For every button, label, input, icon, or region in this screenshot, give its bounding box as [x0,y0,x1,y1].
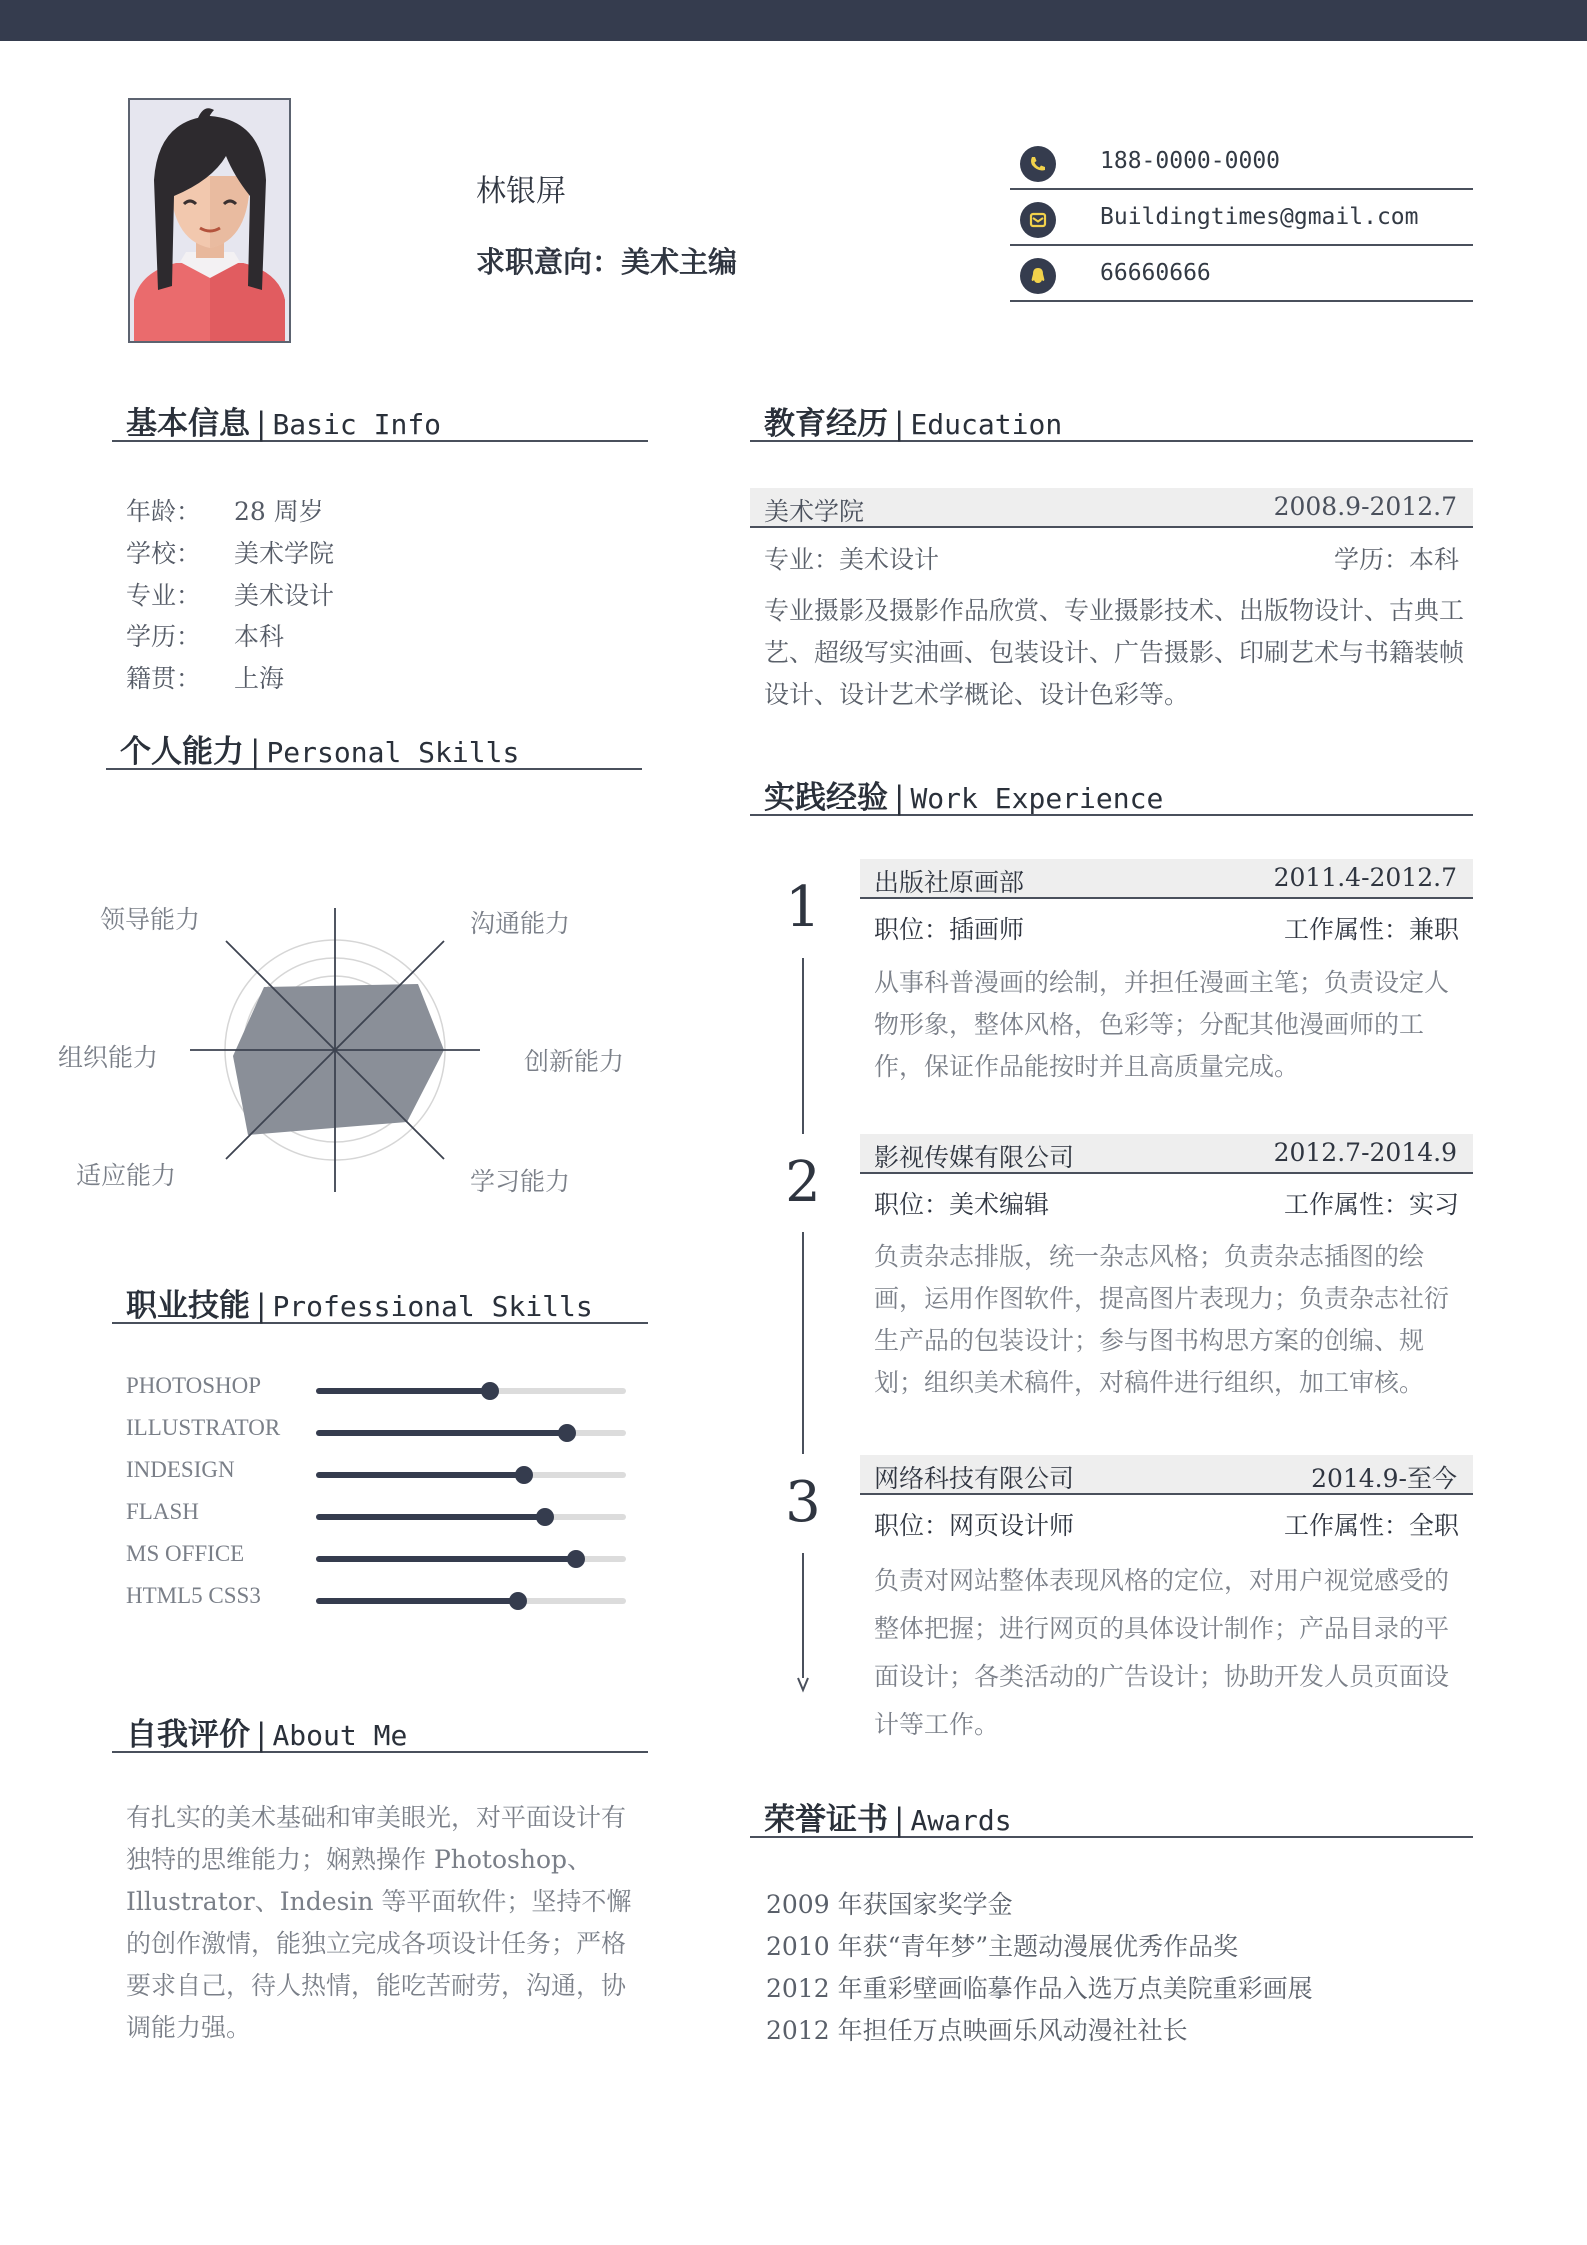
skill-name: INDESIGN [126,1457,235,1482]
education-title: 教育经历 | Education [750,398,1473,442]
job-company: 出版社原画部 [874,868,1025,897]
timeline-number-1: 1 [785,875,821,940]
skill-name: PHOTOSHOP [126,1373,262,1398]
job-1-header [860,859,1473,899]
job-role: 职位：插画师 [874,915,1025,944]
job-2-meta [874,1185,1459,1225]
skill-level-track [316,1388,626,1394]
job-3-description: 负责对网站整体表现风格的定位，对用户视觉感受的整体把握；进行网页的具体设计制作；产品目录的平面设计；各类活动的广告设计；协助开发人员页面设计等工作。 [874,1566,1450,1739]
education-school-bar [750,488,1473,528]
skill-row [126,1457,626,1499]
skill-level-fill [316,1430,567,1436]
skill-name: HTML5 CSS3 [126,1583,261,1608]
candidate-name: 林银屏 [476,174,566,209]
award-item: 2009 年获国家奖学金 [766,1890,1013,1919]
job-period: 2014.9-至今 [1311,1464,1457,1493]
job-period: 2012.7-2014.9 [1273,1138,1457,1167]
education-major-row [764,540,1459,580]
job-company: 网络科技有限公司 [874,1464,1075,1493]
email-address: Buildingtimes@gmail.com [1100,204,1419,230]
info-row-school: 学校： 美术学院 [126,539,335,568]
skill-level-knob [481,1382,499,1400]
job-type: 工作属性：实习 [1283,1190,1459,1219]
personal-skills-radar [180,890,490,1200]
avatar [128,98,291,343]
timeline-number-2: 2 [785,1150,821,1215]
radar-label-communication: 沟通能力 [470,909,571,938]
job-type: 工作属性：全职 [1283,1511,1459,1540]
job-role: 职位：美术编辑 [874,1190,1050,1219]
job-1-description: 从事科普漫画的绘制，并担任漫画主笔；负责设定人物形象，整体风格，色彩等；分配其他漫画师的工作，保证作品能按时并且高质量完成。 [874,968,1450,1081]
qq-icon [1020,258,1056,294]
timeline-arrow-icon [795,1674,811,1694]
awards-title: 荣誉证书 | Awards [750,1794,1473,1838]
skill-name: MS OFFICE [126,1541,245,1566]
skill-row [126,1373,626,1415]
about-me-text: 有扎实的美术基础和审美眼光，对平面设计有独特的思维能力；娴熟操作 Photoshop、Illustrator、Indesin 等平面软件；坚持不懈的创作激情，能独立完成各项设计任务；严格要求自己，待人热情，能吃苦耐劳，沟通，协调能力强。 [126,1803,632,2042]
phone-number: 188-0000-0000 [1100,148,1281,174]
skill-level-track [316,1556,626,1562]
skill-row [126,1583,626,1625]
skill-level-fill [316,1472,524,1478]
contact-email [1010,190,1473,246]
timeline-line [802,1232,804,1454]
skill-level-fill [316,1556,576,1562]
basic-info-title: 基本信息 | Basic Info [112,398,648,442]
timeline-number-3: 3 [785,1470,821,1535]
professional-skills-title: 职业技能 | Professional Skills [112,1280,648,1324]
timeline-line [802,1553,804,1678]
skill-row [126,1541,626,1583]
award-item: 2012 年担任万点映画乐风动漫社社长 [766,2016,1188,2045]
qq-number: 66660666 [1100,260,1211,286]
radar-label-innovation: 创新能力 [524,1047,625,1076]
skill-level-knob [509,1592,527,1610]
education-courses: 专业摄影及摄影作品欣赏、专业摄影技术、出版物设计、古典工艺、超级写实油画、包装设计、广告摄影、印刷艺术与书籍装帧设计、设计艺术学概论、设计色彩等。 [764,596,1465,709]
job-3-meta [874,1506,1459,1546]
skill-row [126,1499,626,1541]
education-major: 专业：美术设计 [764,545,940,574]
info-row-hometown: 籍贯： 上海 [126,664,285,693]
radar-axes [190,908,480,1192]
skill-level-track [316,1472,626,1478]
radar-label-organization: 组织能力 [58,1043,159,1072]
job-2-description: 负责杂志排版，统一杂志风格；负责杂志插图的绘画，运用作图软件，提高图片表现力；负责杂志社衍生产品的包装设计；参与图书构思方案的创编、规划；组织美术稿件，对稿件进行组织，加工审核。 [874,1242,1450,1397]
personal-skills-title: 个人能力 | Personal Skills [106,726,642,770]
job-3-header [860,1455,1473,1495]
skill-level-track [316,1598,626,1604]
job-role: 职位：网页设计师 [874,1511,1075,1540]
top-banner [0,0,1587,41]
radar-label-adaptability: 适应能力 [76,1161,177,1190]
phone-icon [1020,146,1056,182]
education-degree: 学历：本科 [1333,545,1459,574]
info-row-major: 专业： 美术设计 [126,581,335,610]
contact-phone [1010,134,1473,190]
award-item: 2010 年获“青年梦”主题动漫展优秀作品奖 [766,1932,1239,1961]
skill-name: FLASH [126,1499,199,1524]
skill-level-track [316,1430,626,1436]
skill-level-track [316,1514,626,1520]
job-intent: 求职意向：美术主编 [476,245,738,279]
job-2-header [860,1134,1473,1174]
job-period: 2011.4-2012.7 [1273,863,1457,892]
info-row-degree: 学历： 本科 [126,622,285,651]
contact-qq [1010,246,1473,302]
radar-label-leadership: 领导能力 [100,905,201,934]
skill-row [126,1415,626,1457]
work-experience-title: 实践经验 | Work Experience [750,772,1473,816]
skill-level-fill [316,1514,545,1520]
award-item: 2012 年重彩壁画临摹作品入选万点美院重彩画展 [766,1974,1313,2003]
radar-area [233,984,444,1135]
mail-icon [1020,202,1056,238]
skill-level-knob [515,1466,533,1484]
education-period: 2008.9-2012.7 [1273,492,1457,521]
info-row-age: 年龄： 28 周岁 [126,497,324,526]
radar-label-learning: 学习能力 [470,1167,571,1196]
school-name: 美术学院 [764,497,865,526]
about-me-title: 自我评价 | About Me [112,1709,648,1753]
avatar-illustration [130,100,289,341]
timeline-line [802,958,804,1134]
job-company: 影视传媒有限公司 [874,1143,1075,1172]
skill-level-knob [536,1508,554,1526]
skill-level-knob [567,1550,585,1568]
job-type: 工作属性：兼职 [1283,915,1459,944]
skill-level-knob [558,1424,576,1442]
skill-level-fill [316,1598,518,1604]
skill-name: ILLUSTRATOR [126,1415,281,1440]
job-1-meta [874,910,1459,950]
skill-level-fill [316,1388,490,1394]
